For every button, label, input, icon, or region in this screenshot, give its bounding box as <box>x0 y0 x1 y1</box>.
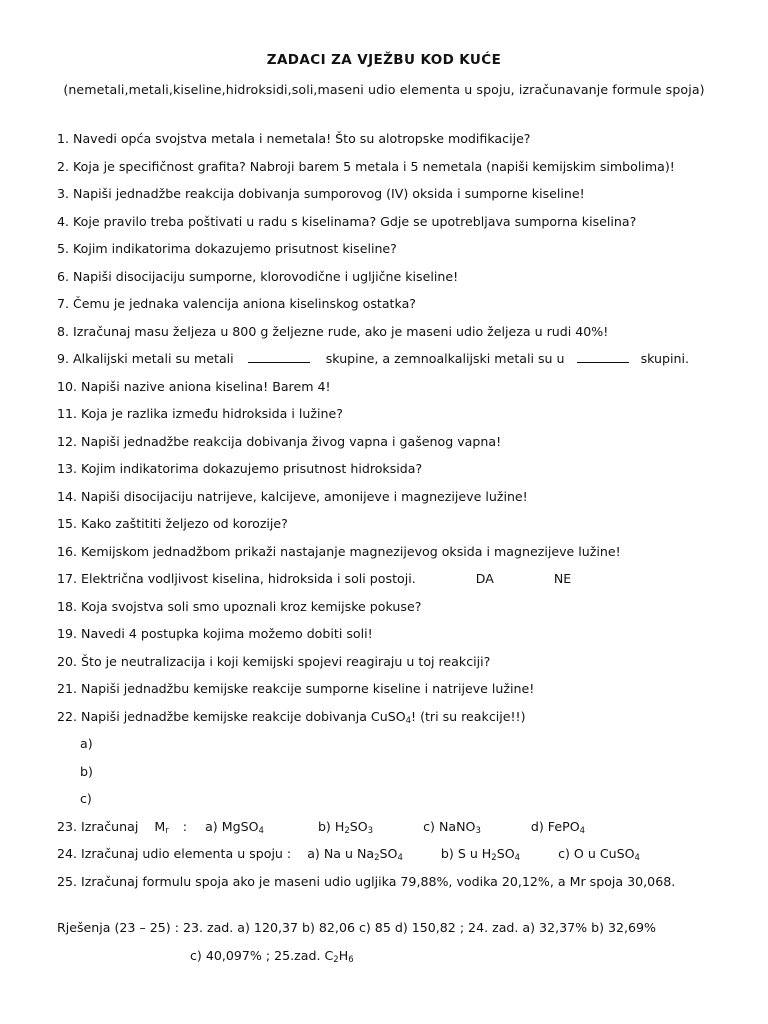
q24-b-mid: SO <box>496 846 515 861</box>
q24-b-text: b) S u H <box>440 846 492 861</box>
question-22-item-c: c) <box>80 791 92 806</box>
q23-d-text: d) FePO <box>530 818 580 834</box>
question-1: 1. Navedi opća svojstva metala i nemetala! Što su alotropske modifikacije? <box>57 131 531 146</box>
q23-c-text: c) NaNO <box>423 818 476 834</box>
q24-option-c <box>558 846 640 861</box>
fill-blank-2[interactable] <box>577 350 629 363</box>
subscript: 6 <box>348 955 354 965</box>
subscript: r <box>165 825 169 836</box>
question-23-lead: 23. Izračunaj <box>57 818 139 834</box>
question-24 <box>57 844 757 872</box>
question-13: 13. Kojim indikatorima dokazujemo prisutnost hidroksida? <box>57 461 423 476</box>
subscript: 4 <box>397 853 403 863</box>
q23-option-d <box>531 819 585 834</box>
question-19: 19. Navedi 4 postupka kojima možemo dobiti soli! <box>57 626 373 641</box>
page-title: ZADACI ZA VJEŽBU KOD KUĆE <box>266 52 502 68</box>
question-2: 2. Koja je specifičnost grafita? Nabroji barem 5 metala i 5 nemetala (napiši kemijskim simbolima)! <box>57 158 675 174</box>
subscript: 4 <box>634 853 640 863</box>
question-9 <box>57 349 757 377</box>
q23-option-a <box>205 819 264 834</box>
question-9-part-a: 9. Alkalijski metali su metali <box>57 351 234 366</box>
answer-option-ne[interactable]: NE <box>553 571 572 586</box>
subscript: 4 <box>579 825 586 836</box>
question-14: 14. Napiši disocijaciju natrijeve, kalcijeve, amonijeve i magnezijeve lužine! <box>57 488 528 504</box>
question-6: 6. Napiši disocijaciju sumporne, klorovodične i ugljične kiseline! <box>57 268 459 284</box>
solutions-line-2-h: H <box>338 948 349 963</box>
q24-c-text: c) O u CuSO <box>558 846 635 861</box>
q23-b-text: b) H <box>317 818 345 834</box>
page-subtitle: (nemetali,metali,kiseline,hidroksidi,soli,maseni udio elementa u spoju, izračunavanje formule spoja) <box>63 82 705 97</box>
question-22-tail: ! (tri su reakcije!!) <box>411 708 526 724</box>
subscript: 3 <box>367 825 374 836</box>
question-9-part-b: skupine, a zemnoalkalijski metali su u <box>325 351 565 366</box>
subscript: 3 <box>475 825 481 836</box>
answer-option-da[interactable]: DA <box>475 571 494 586</box>
question-23 <box>57 817 757 845</box>
question-22-item-b: b) <box>80 763 93 779</box>
question-22-text: 22. Napiši jednadžbe kemijske reakcije dobivanja CuSO <box>57 708 406 724</box>
q23-a-text: a) MgSO <box>205 818 259 834</box>
subscript: 4 <box>405 715 412 726</box>
question-12: 12. Napiši jednadžbe reakcija dobivanja živog vapna i gašenog vapna! <box>57 433 502 449</box>
solutions-line-1: Rješenja (23 – 25) : 23. zad. a) 120,37 b) 82,06 c) 85 d) 150,82 ; 24. zad. a) 32,37% b) 32,69% <box>57 920 657 935</box>
q24-option-a <box>307 846 403 861</box>
q24-option-b <box>441 846 520 861</box>
subscript: 2 <box>374 853 380 863</box>
question-17-text: 17. Električna vodljivost kiselina, hidroksida i soli postoji. <box>57 571 416 586</box>
question-4: 4. Koje pravilo treba poštivati u radu s kiselinama? Gdje se upotrebljava sumporna kiselina? <box>57 213 637 229</box>
q24-a-mid: SO <box>379 846 398 861</box>
question-22 <box>57 707 757 735</box>
subscript: 4 <box>258 825 264 836</box>
fill-blank-1[interactable] <box>248 350 310 363</box>
q23-option-c <box>423 819 481 834</box>
q24-a-text: a) Na u Na <box>307 846 375 861</box>
question-18: 18. Koja svojstva soli smo upoznali kroz kemijske pokuse? <box>57 598 422 614</box>
q23-option-b <box>318 819 373 834</box>
q23-b-mid: SO <box>349 818 368 834</box>
subscript: 2 <box>491 853 497 863</box>
question-16: 16. Kemijskom jednadžbom prikaži nastajanje magnezijevog oksida i magnezijeve lužine! <box>57 543 621 559</box>
question-22-item-a: a) <box>80 736 93 751</box>
subscript: 2 <box>344 825 350 836</box>
question-11: 11. Koja je razlika između hidroksida i lužine? <box>57 406 343 421</box>
solutions-line-2 <box>190 946 354 966</box>
question-24-lead: 24. Izračunaj udio elementa u spoju : <box>57 846 292 861</box>
question-25: 25. Izračunaj formulu spoja ako je maseni udio ugljika 79,88%, vodika 20,12%, a Mr spoja 30,068. <box>57 873 676 889</box>
question-8: 8. Izračunaj masu željeza u 800 g željezne rude, ako je maseni udio željeza u rudi 40%! <box>57 323 609 339</box>
subscript: 4 <box>514 853 521 863</box>
question-20: 20. Što je neutralizacija i koji kemijski spojevi reagiraju u toj reakciji? <box>57 653 491 669</box>
question-9-part-c: skupini. <box>640 351 690 366</box>
question-10: 10. Napiši nazive aniona kiselina! Barem 4! <box>57 378 331 394</box>
solutions-line-2-text: c) 40,097% ; 25.zad. C <box>190 948 334 963</box>
question-21: 21. Napiši jednadžbu kemijske reakcije sumporne kiseline i natrijeve lužine! <box>57 681 535 696</box>
colon: : <box>182 818 188 834</box>
question-3: 3. Napiši jednadžbe reakcija dobivanja sumporovog (IV) oksida i sumporne kiseline! <box>57 186 585 201</box>
question-15: 15. Kako zaštititi željezo od korozije? <box>57 516 288 531</box>
mr-symbol: M <box>154 818 166 834</box>
question-17 <box>57 569 757 597</box>
question-list <box>57 129 757 899</box>
question-5: 5. Kojim indikatorima dokazujemo prisutnost kiseline? <box>57 241 397 256</box>
subscript: 2 <box>333 955 339 965</box>
question-7: 7. Čemu je jednaka valencija aniona kiselinskog ostatka? <box>57 296 416 311</box>
